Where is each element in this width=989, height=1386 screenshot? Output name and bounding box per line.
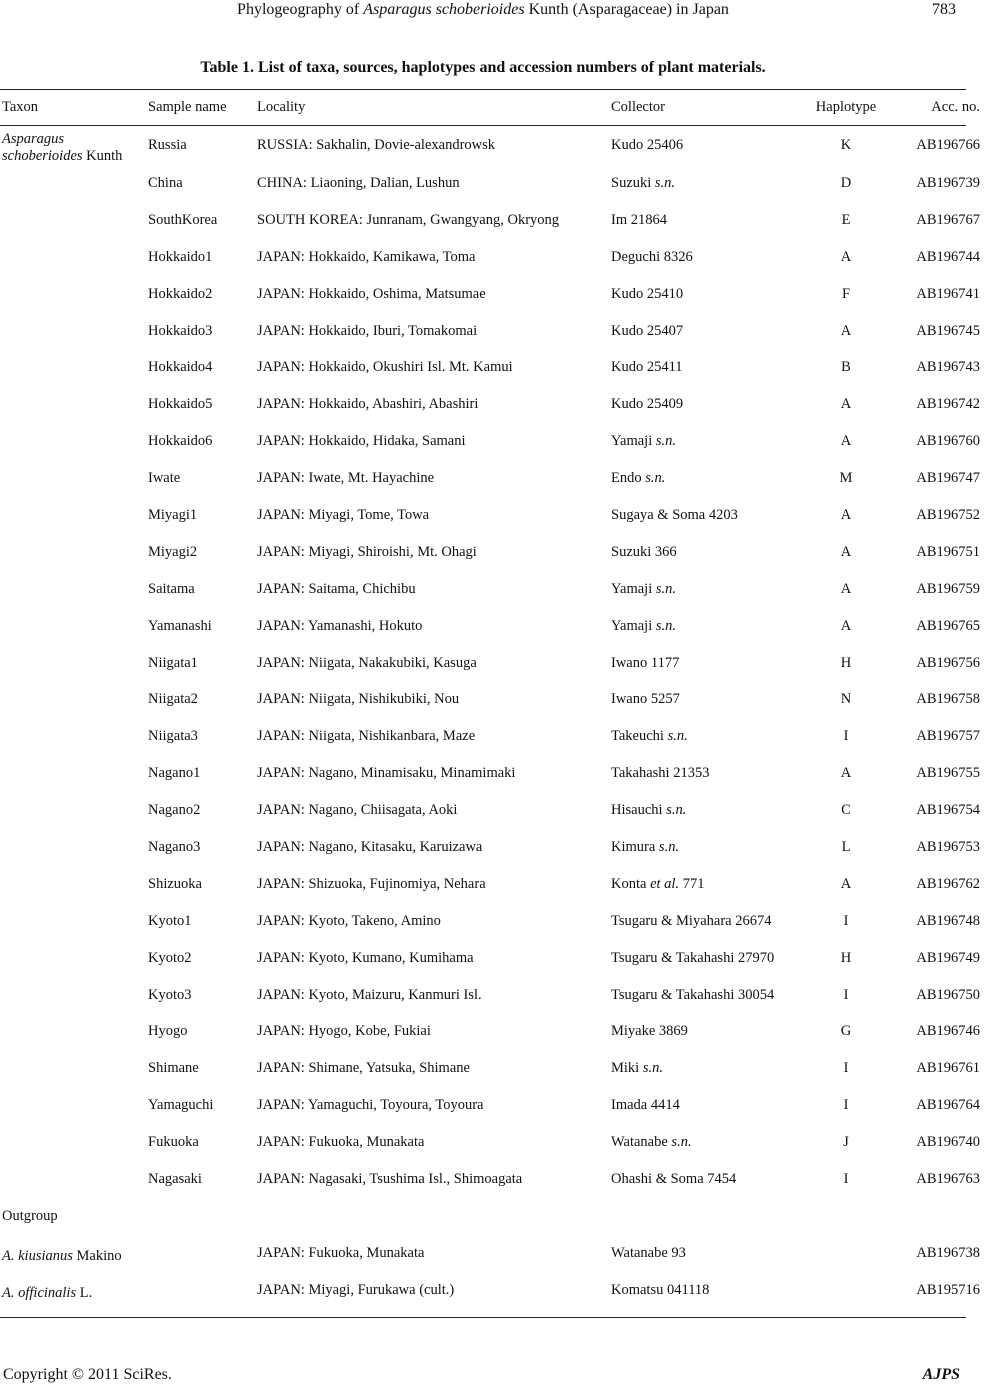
- cell-locality: JAPAN: Nagano, Kitasaku, Karuizawa: [257, 838, 483, 855]
- cell-acc-no: AB196763: [916, 1170, 980, 1187]
- cell-haplotype: C: [841, 802, 851, 819]
- cell-collector: [607, 202, 801, 239]
- table-row: [0, 165, 989, 202]
- copyright-text: Copyright © 2011 SciRes.: [3, 1366, 172, 1383]
- cell-acc-no: AB196767: [916, 211, 980, 228]
- cell-haplotype: J: [843, 1134, 849, 1151]
- cell-collector: [607, 349, 801, 386]
- cell-collector: [607, 313, 801, 350]
- cell-acc-no: AB196754: [916, 802, 980, 819]
- cell-sample-name: [142, 1235, 255, 1272]
- cell-collector: Komatsu 041118: [611, 1281, 710, 1298]
- cell-sample-name: Miyagi2: [148, 543, 198, 560]
- cell-collector: [607, 571, 801, 608]
- cell-acc-no: AB196740: [916, 1134, 980, 1151]
- cell-taxon: [0, 977, 142, 1014]
- cell-sample-name: Hokkaido2: [148, 285, 213, 302]
- cell-locality: JAPAN: Nagasaki, Tsushima Isl., Shimoagata: [257, 1170, 523, 1187]
- cell-taxon: [0, 940, 142, 977]
- cell-collector: [607, 866, 801, 903]
- table-row: [0, 423, 989, 460]
- cell-collector: [607, 497, 801, 534]
- collector-name: Konta: [611, 875, 651, 892]
- collector-italic: s.n.: [645, 470, 666, 487]
- cell-taxon: [0, 755, 142, 792]
- cell-sample-name: Hyogo: [148, 1023, 188, 1040]
- table-row: [0, 1161, 989, 1198]
- table-row: [0, 276, 989, 313]
- cell-haplotype: E: [841, 211, 851, 228]
- cell-haplotype: I: [843, 912, 849, 929]
- cell-locality: JAPAN: Miyagi, Tome, Towa: [257, 506, 430, 523]
- cell-collector: Watanabe 93: [611, 1244, 686, 1261]
- cell-locality: JAPAN: Nagano, Chiisagata, Aoki: [257, 802, 458, 819]
- collector-name: Ohashi & Soma 7454: [611, 1170, 737, 1187]
- running-head: [0, 0, 966, 22]
- cell-collector: [607, 681, 801, 718]
- cell-taxon: [0, 202, 142, 239]
- cell-sample-name: Yamaguchi: [148, 1097, 214, 1114]
- cell-collector: [607, 940, 801, 977]
- table-row: [0, 349, 989, 386]
- cell-acc-no: AB196741: [916, 285, 980, 302]
- collector-name: Miyake 3869: [611, 1023, 688, 1040]
- table-row: [0, 681, 989, 718]
- cell-sample-name: Nagano3: [148, 838, 201, 855]
- outgroup-row: [0, 1235, 989, 1272]
- cell-locality: JAPAN: Yamanashi, Hokuto: [257, 617, 423, 634]
- outgroup-label: Outgroup: [2, 1207, 58, 1224]
- cell-acc-no: AB196744: [916, 248, 980, 265]
- cell-collector: [607, 1087, 801, 1124]
- collector-name: Imada 4414: [611, 1097, 680, 1114]
- collector-italic: s.n.: [658, 838, 680, 855]
- cell-haplotype: M: [839, 470, 853, 487]
- cell-acc-no: AB196765: [916, 617, 980, 634]
- cell-taxon: [0, 829, 142, 866]
- cell-sample-name: [142, 1272, 255, 1309]
- collector-italic: s.n.: [655, 580, 677, 597]
- table-row: [0, 645, 989, 682]
- cell-collector: [607, 718, 801, 755]
- cell-taxon: [0, 608, 142, 645]
- cell-taxon: [0, 239, 142, 276]
- table-row: [0, 940, 989, 977]
- cell-taxon: [0, 125, 142, 165]
- header-sample-name: Sample name: [148, 99, 227, 115]
- cell-haplotype: A: [840, 248, 852, 265]
- header-taxon: Taxon: [2, 99, 39, 115]
- cell-haplotype: F: [841, 285, 851, 302]
- cell-sample-name: Hokkaido3: [148, 322, 213, 339]
- cell-locality: JAPAN: Miyagi, Shiroishi, Mt. Ohagi: [257, 543, 477, 560]
- collector-name: Suzuki: [611, 174, 655, 191]
- cell-acc-no: AB196739: [916, 174, 980, 191]
- collector-name: Endo: [611, 470, 646, 487]
- running-head-title-post: Kunth (Asparagaceae) in Japan: [524, 1, 729, 18]
- collector-name: Tsugaru & Miyahara 26674: [611, 912, 772, 929]
- cell-taxon: [0, 497, 142, 534]
- cell-locality: JAPAN: Niigata, Nishikubiki, Nou: [257, 691, 460, 708]
- cell-haplotype: A: [840, 765, 852, 782]
- table-row: [0, 1124, 989, 1161]
- table-row: [0, 977, 989, 1014]
- cell-acc-no: AB196762: [916, 875, 980, 892]
- cell-haplotype: A: [840, 617, 852, 634]
- cell-acc-no: AB196748: [916, 912, 980, 929]
- cell-sample-name: Hokkaido1: [148, 248, 213, 265]
- table-row: [0, 1050, 989, 1087]
- cell-collector: [607, 608, 801, 645]
- cell-acc-no: AB196749: [916, 949, 980, 966]
- collector-name: Kudo 25407: [611, 322, 684, 339]
- table-row: [0, 460, 989, 497]
- outgroup-label-row: [0, 1198, 989, 1235]
- table-row: [0, 571, 989, 608]
- cell-collector: [607, 645, 801, 682]
- collector-name: Im 21864: [611, 211, 667, 228]
- cell-haplotype: [801, 1235, 891, 1272]
- cell-sample-name: Yamanashi: [148, 617, 212, 634]
- cell-haplotype: G: [840, 1023, 852, 1040]
- cell-collector: [607, 1013, 801, 1050]
- cell-haplotype: I: [843, 986, 849, 1003]
- cell-collector: [607, 903, 801, 940]
- cell-taxon: [0, 1272, 142, 1309]
- cell-taxon: [0, 386, 142, 423]
- cell-acc-no: AB196747: [916, 470, 980, 487]
- collector-italic: s.n.: [642, 1060, 663, 1077]
- collector-name: Yamaji: [611, 617, 656, 634]
- collector-name: Iwano 5257: [611, 691, 680, 708]
- taxon-name-italic: A. officinalis: [2, 1284, 77, 1301]
- cell-taxon: [0, 1124, 142, 1161]
- journal-name: AJPS: [922, 1366, 960, 1383]
- data-table: [0, 90, 989, 1309]
- cell-taxon: [0, 276, 142, 313]
- cell-haplotype: A: [840, 543, 852, 560]
- cell-locality: JAPAN: Kyoto, Kumano, Kumihama: [257, 949, 474, 966]
- running-head-title: [0, 0, 966, 20]
- cell-sample-name: Nagasaki: [148, 1170, 202, 1187]
- cell-collector: [607, 534, 801, 571]
- cell-sample-name: Niigata1: [148, 654, 198, 671]
- cell-haplotype: D: [840, 174, 852, 191]
- collector-name: Tsugaru & Takahashi 27970: [611, 949, 775, 966]
- table-row: [0, 125, 989, 165]
- collector-name: Kimura: [611, 838, 659, 855]
- cell-locality: JAPAN: Miyagi, Furukawa (cult.): [257, 1281, 455, 1298]
- cell-haplotype: A: [840, 506, 852, 523]
- cell-sample-name: Miyagi1: [148, 506, 198, 523]
- cell-collector: [607, 977, 801, 1014]
- collector-italic: et al.: [650, 875, 680, 892]
- table-row: [0, 239, 989, 276]
- cell-locality: JAPAN: Nagano, Minamisaku, Minamimaki: [257, 765, 516, 782]
- cell-taxon: [0, 349, 142, 386]
- cell-sample-name: Nagano2: [148, 802, 201, 819]
- cell-sample-name: Kyoto1: [148, 912, 192, 929]
- cell-sample-name: Shizuoka: [148, 875, 202, 892]
- table-row: [0, 1013, 989, 1050]
- taxon-author: L.: [76, 1284, 93, 1301]
- cell-acc-no: AB196760: [916, 433, 980, 450]
- cell-haplotype: H: [840, 949, 852, 966]
- cell-taxon: [0, 645, 142, 682]
- cell-taxon: [0, 165, 142, 202]
- cell-collector: [607, 755, 801, 792]
- collector-name: Kudo 25410: [611, 285, 684, 302]
- cell-acc-no: AB196745: [916, 322, 980, 339]
- cell-locality: JAPAN: Fukuoka, Munakata: [257, 1244, 425, 1261]
- running-head-title-pre: Phylogeography of: [237, 1, 364, 18]
- cell-haplotype: [801, 1272, 891, 1309]
- table-row: [0, 608, 989, 645]
- cell-locality: JAPAN: Yamaguchi, Toyoura, Toyoura: [257, 1097, 484, 1114]
- cell-acc-no: AB196742: [916, 396, 980, 413]
- collector-name: Takahashi 21353: [611, 765, 710, 782]
- cell-collector: [607, 1050, 801, 1087]
- cell-taxon: [0, 792, 142, 829]
- table-header-row: [0, 90, 989, 125]
- collector-italic: s.n.: [666, 802, 687, 819]
- cell-taxon: [0, 718, 142, 755]
- collector-italic: s.n.: [654, 174, 676, 191]
- cell-taxon: [0, 1013, 142, 1050]
- running-head-title-italic: Asparagus schoberioides: [363, 1, 525, 18]
- cell-collector: [607, 1124, 801, 1161]
- cell-sample-name: Niigata2: [148, 691, 198, 708]
- collector-italic: s.n.: [655, 433, 677, 450]
- cell-sample-name: Kyoto2: [148, 949, 192, 966]
- cell-haplotype: H: [840, 654, 852, 671]
- cell-collector: [607, 460, 801, 497]
- collector-italic: s.n.: [667, 728, 688, 745]
- cell-acc-no: AB196757: [916, 728, 980, 745]
- cell-sample-name: Hokkaido5: [148, 396, 213, 413]
- taxon-author: Makino: [72, 1247, 122, 1264]
- cell-sample-name: SouthKorea: [148, 211, 218, 228]
- cell-haplotype: I: [843, 1060, 849, 1077]
- cell-locality: JAPAN: Shizuoka, Fujinomiya, Nehara: [257, 875, 486, 892]
- collector-name: Kudo 25411: [611, 359, 683, 376]
- cell-haplotype: I: [843, 1170, 849, 1187]
- page-number: 783: [932, 1, 956, 18]
- cell-sample-name: Hokkaido6: [148, 433, 213, 450]
- cell-acc-no: AB196766: [916, 136, 980, 153]
- table-row: [0, 755, 989, 792]
- cell-locality: JAPAN: Iwate, Mt. Hayachine: [257, 470, 435, 487]
- cell-haplotype: K: [840, 136, 852, 153]
- table-row: [0, 718, 989, 755]
- cell-haplotype: A: [840, 580, 852, 597]
- header-locality: Locality: [257, 99, 306, 115]
- cell-taxon: [0, 1235, 142, 1272]
- cell-sample-name: Russia: [148, 136, 187, 153]
- cell-acc-no: AB196758: [916, 691, 980, 708]
- cell-collector: [607, 792, 801, 829]
- collector-italic: s.n.: [671, 1134, 692, 1151]
- cell-locality: JAPAN: Hokkaido, Hidaka, Samani: [257, 433, 466, 450]
- collector-name: Suzuki 366: [611, 543, 677, 560]
- cell-collector: [607, 1161, 801, 1198]
- cell-sample-name: Saitama: [148, 580, 195, 597]
- collector-name: Watanabe: [611, 1134, 672, 1151]
- cell-acc-no: AB196752: [916, 506, 980, 523]
- taxon-author: Kunth: [82, 148, 123, 164]
- outgroup-row: [0, 1272, 989, 1309]
- collector-name: Kudo 25406: [611, 136, 684, 153]
- cell-haplotype: A: [840, 875, 852, 892]
- cell-sample-name: Shimane: [148, 1060, 199, 1077]
- cell-collector: [607, 276, 801, 313]
- cell-sample-name: Fukuoka: [148, 1134, 199, 1151]
- cell-acc-no: AB195716: [916, 1281, 980, 1298]
- cell-acc-no: AB196746: [916, 1023, 980, 1040]
- cell-collector: [607, 165, 801, 202]
- cell-taxon: [0, 866, 142, 903]
- collector-name: Iwano 1177: [611, 654, 680, 671]
- cell-acc-no: AB196738: [916, 1244, 980, 1261]
- cell-locality: JAPAN: Hokkaido, Iburi, Tomakomai: [257, 322, 478, 339]
- taxon-name-italic: A. kiusianus: [2, 1247, 73, 1264]
- cell-haplotype: I: [843, 1097, 849, 1114]
- cell-collector: [607, 239, 801, 276]
- table-row: [0, 792, 989, 829]
- cell-locality: JAPAN: Niigata, Nishikanbara, Maze: [257, 728, 476, 745]
- cell-haplotype: A: [840, 322, 852, 339]
- cell-acc-no: AB196751: [916, 543, 980, 560]
- table-row: [0, 903, 989, 940]
- cell-haplotype: B: [841, 359, 851, 376]
- collector-name: Yamaji: [611, 433, 656, 450]
- cell-taxon: [0, 1087, 142, 1124]
- collector-number: 771: [679, 875, 705, 892]
- cell-haplotype: L: [841, 838, 851, 855]
- cell-taxon: [0, 460, 142, 497]
- cell-acc-no: AB196759: [916, 580, 980, 597]
- collector-name: Deguchi 8326: [611, 248, 693, 265]
- cell-haplotype: N: [840, 691, 852, 708]
- cell-sample-name: Hokkaido4: [148, 359, 213, 376]
- cell-haplotype: A: [840, 396, 852, 413]
- cell-taxon: [0, 681, 142, 718]
- cell-acc-no: AB196753: [916, 838, 980, 855]
- cell-taxon: [0, 571, 142, 608]
- cell-acc-no: AB196764: [916, 1097, 980, 1114]
- table-row: [0, 386, 989, 423]
- cell-locality: JAPAN: Kyoto, Takeno, Amino: [257, 912, 441, 929]
- cell-sample-name: Kyoto3: [148, 986, 192, 1003]
- cell-taxon: [0, 534, 142, 571]
- taxon-name-italic: Asparagus schoberioides: [2, 131, 83, 164]
- collector-name: Miki: [611, 1060, 643, 1077]
- cell-locality: JAPAN: Kyoto, Maizuru, Kanmuri Isl.: [257, 986, 482, 1003]
- table-row: [0, 202, 989, 239]
- cell-acc-no: AB196761: [916, 1060, 980, 1077]
- cell-collector: [607, 829, 801, 866]
- cell-locality: JAPAN: Shimane, Yatsuka, Shimane: [257, 1060, 470, 1077]
- cell-locality: RUSSIA: Sakhalin, Dovie-alexandrowsk: [257, 136, 496, 153]
- cell-taxon: [0, 1161, 142, 1198]
- table-row: [0, 313, 989, 350]
- cell-locality: JAPAN: Hokkaido, Kamikawa, Toma: [257, 248, 476, 265]
- cell-locality: JAPAN: Hokkaido, Oshima, Matsumae: [257, 285, 486, 302]
- cell-locality: JAPAN: Fukuoka, Munakata: [257, 1134, 425, 1151]
- cell-collector: [607, 386, 801, 423]
- table-row: [0, 1087, 989, 1124]
- table-row: [0, 534, 989, 571]
- cell-locality: JAPAN: Saitama, Chichibu: [257, 580, 416, 597]
- header-acc-no: Acc. no.: [931, 99, 980, 115]
- cell-locality: JAPAN: Hokkaido, Abashiri, Abashiri: [257, 396, 479, 413]
- cell-sample-name: Nagano1: [148, 765, 201, 782]
- table-row: [0, 497, 989, 534]
- cell-acc-no: AB196755: [916, 765, 980, 782]
- collector-italic: s.n.: [655, 617, 677, 634]
- collector-name: Sugaya & Soma 4203: [611, 506, 738, 523]
- collector-name: Yamaji: [611, 580, 656, 597]
- cell-sample-name: Niigata3: [148, 728, 198, 745]
- cell-taxon: [0, 313, 142, 350]
- table-row: [0, 866, 989, 903]
- cell-sample-name: China: [148, 174, 183, 191]
- cell-locality: CHINA: Liaoning, Dalian, Lushun: [257, 174, 460, 191]
- cell-locality: JAPAN: Niigata, Nakakubiki, Kasuga: [257, 654, 477, 671]
- cell-acc-no: AB196756: [916, 654, 980, 671]
- cell-taxon: [0, 1050, 142, 1087]
- table-bottom-rule: [0, 1317, 966, 1318]
- cell-collector: [607, 423, 801, 460]
- cell-collector: [607, 125, 801, 165]
- cell-sample-name: Iwate: [148, 470, 181, 487]
- cell-locality: JAPAN: Hokkaido, Okushiri Isl. Mt. Kamui: [257, 359, 513, 376]
- collector-name: Hisauchi: [611, 802, 667, 819]
- table-row: [0, 829, 989, 866]
- collector-name: Takeuchi: [611, 728, 668, 745]
- collector-name: Kudo 25409: [611, 396, 684, 413]
- cell-locality: JAPAN: Hyogo, Kobe, Fukiai: [257, 1023, 431, 1040]
- cell-taxon: [0, 903, 142, 940]
- collector-name: Tsugaru & Takahashi 30054: [611, 986, 775, 1003]
- table-caption: Table 1. List of taxa, sources, haplotypes and accession numbers of plant materials.: [200, 59, 766, 76]
- cell-taxon: [0, 423, 142, 460]
- cell-acc-no: AB196743: [916, 359, 980, 376]
- cell-haplotype: I: [843, 728, 849, 745]
- cell-haplotype: A: [840, 433, 852, 450]
- header-haplotype: Haplotype: [815, 99, 877, 115]
- cell-locality: SOUTH KOREA: Junranam, Gwangyang, Okryong: [257, 211, 560, 228]
- cell-acc-no: AB196750: [916, 986, 980, 1003]
- header-collector: Collector: [611, 99, 665, 115]
